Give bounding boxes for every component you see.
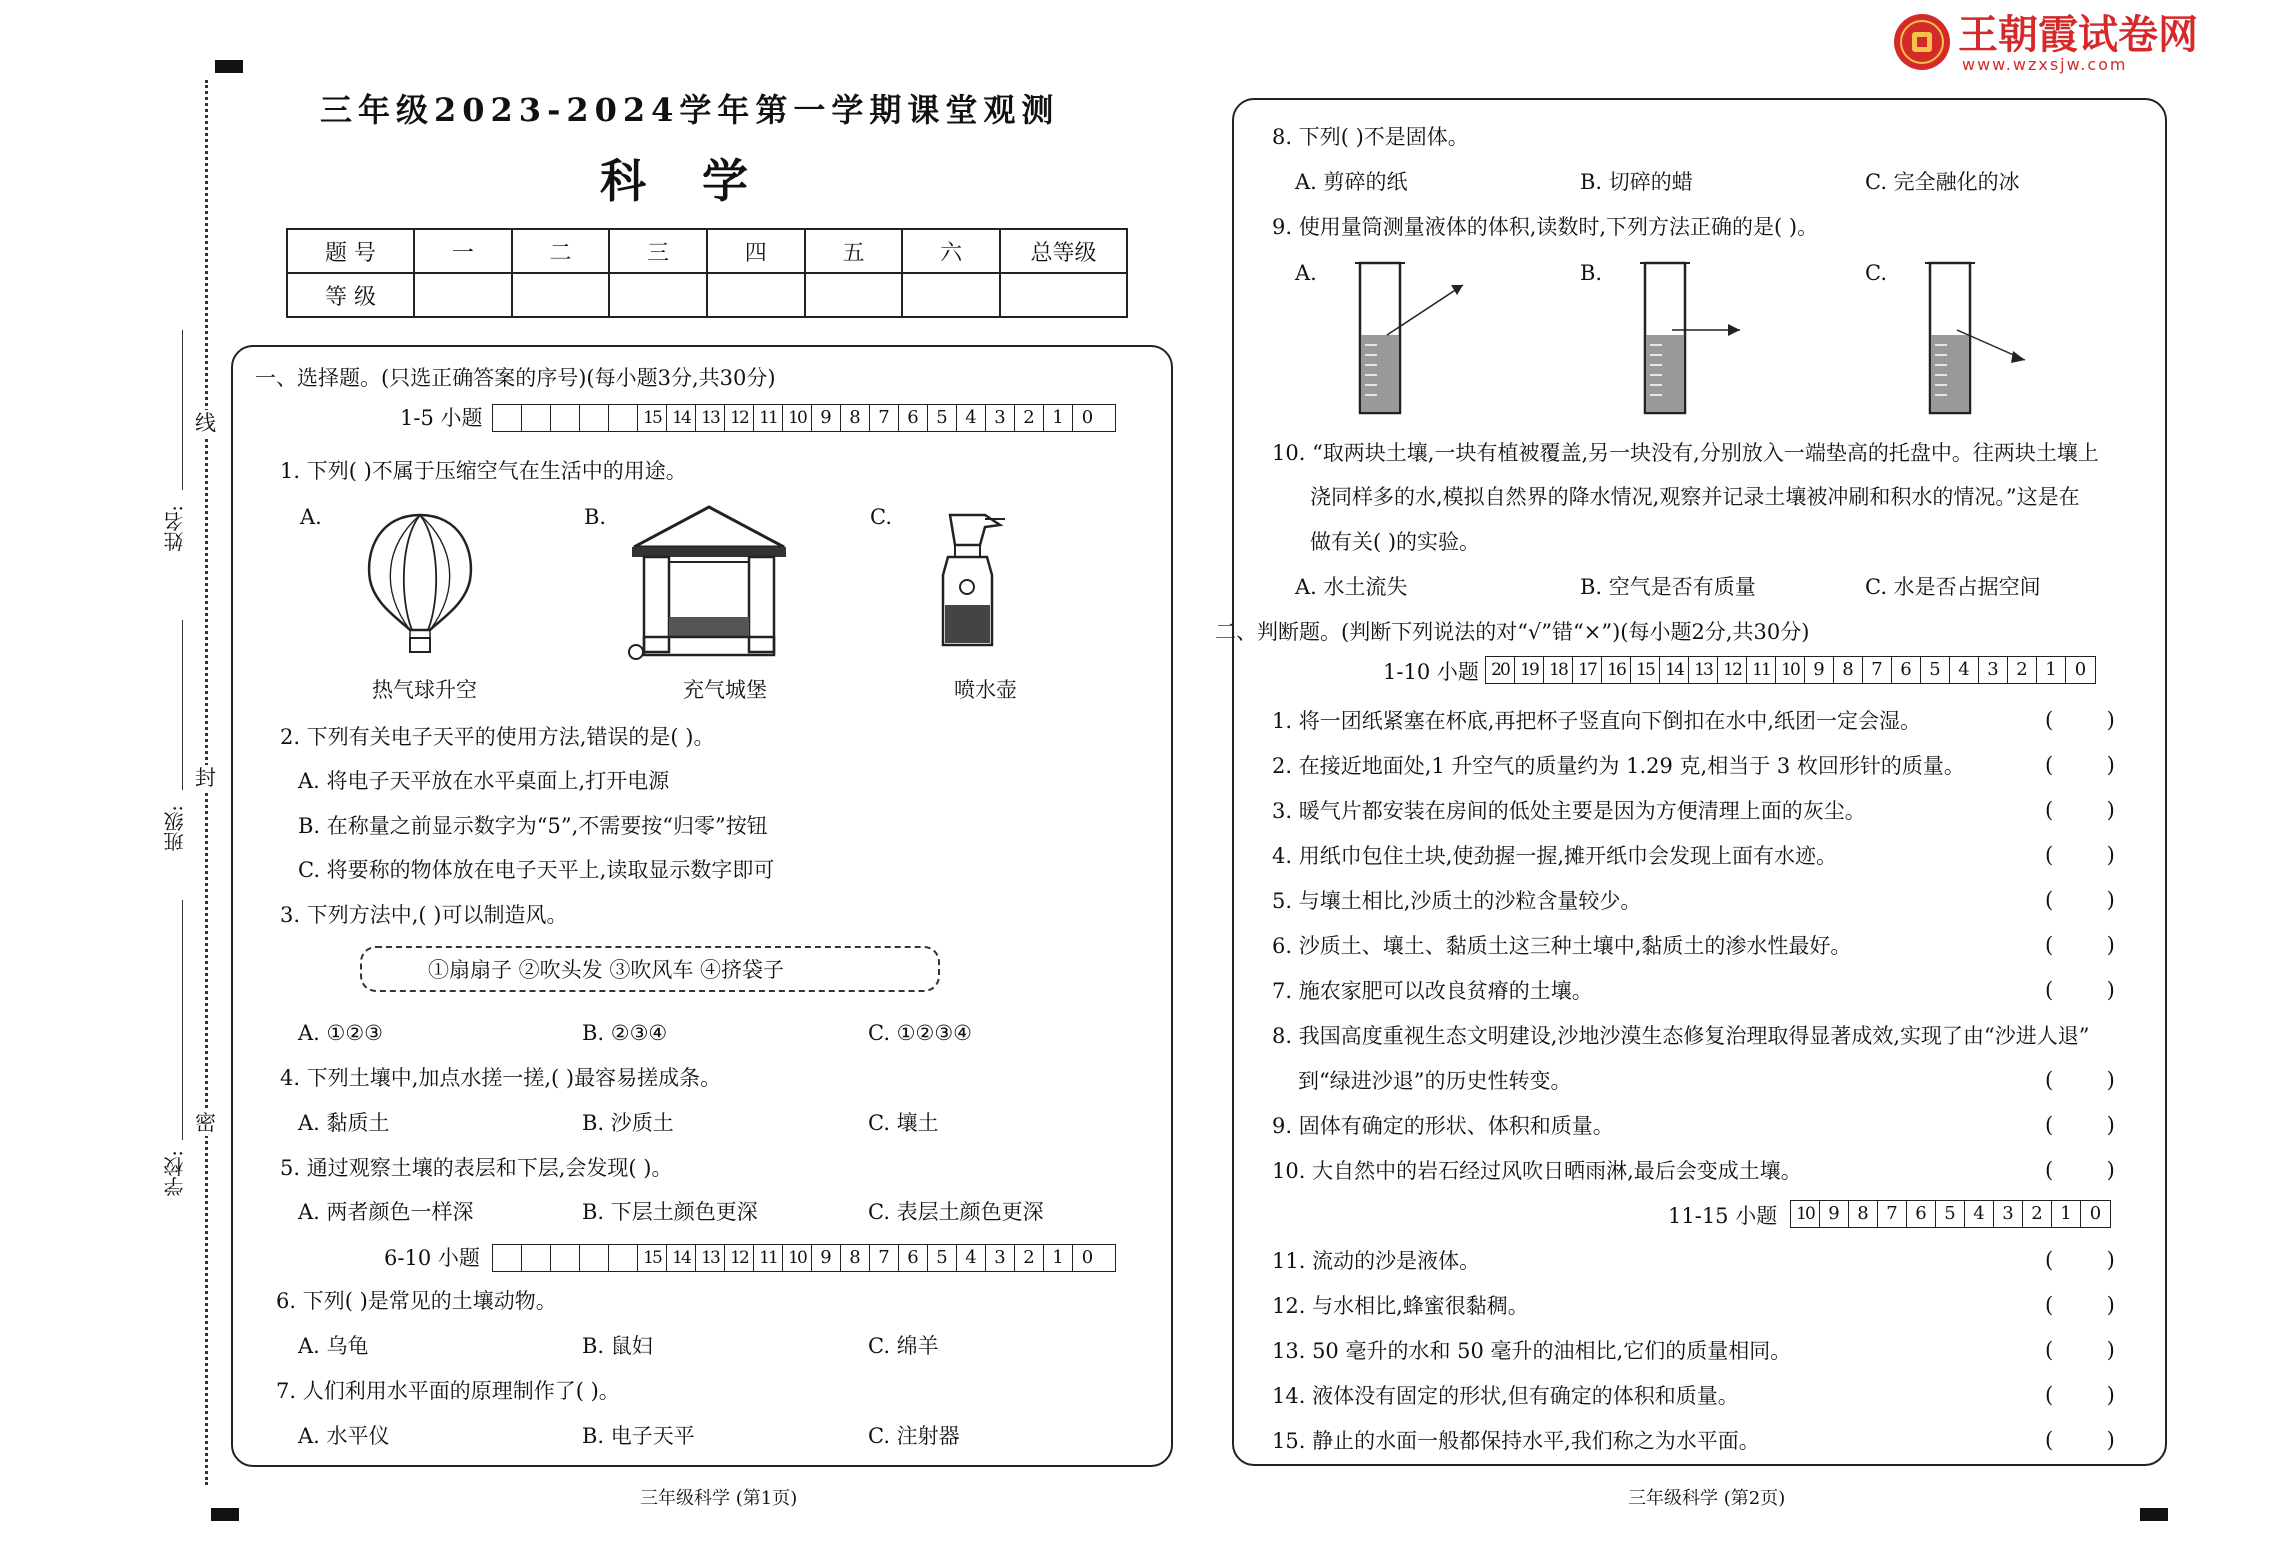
judge-item-3: 3. 暖气片都安装在房间的低处主要是因为方便清理上面的灰尘。: [1272, 799, 1866, 823]
answer-bracket[interactable]: ( ): [2045, 798, 2115, 822]
strip-number[interactable]: 13: [696, 1245, 725, 1271]
q4-option-b[interactable]: B. 沙质土: [582, 1111, 674, 1135]
score-header-cell: 五: [805, 229, 903, 273]
strip-number[interactable]: 15: [1631, 657, 1660, 683]
q1-option-b[interactable]: B.: [584, 505, 607, 529]
judge-item-14: 14. 液体没有固定的形状,但有确定的体积和质量。: [1272, 1384, 1739, 1408]
grade-cell[interactable]: [1000, 273, 1127, 317]
strip-number[interactable]: 10: [783, 405, 812, 431]
strip-number[interactable]: 6: [899, 405, 928, 431]
score-header-cell: 二: [512, 229, 610, 273]
strip-number[interactable]: 5: [928, 1245, 957, 1271]
strip-number[interactable]: 11: [1747, 657, 1776, 683]
q10-option-b[interactable]: B. 空气是否有质量: [1580, 575, 1756, 599]
strip-blank: [551, 1245, 580, 1271]
strip-number[interactable]: 3: [1994, 1201, 2023, 1227]
footer-page1: 三年级科学 (第1页): [640, 1488, 798, 1509]
q1-option-c[interactable]: C.: [870, 505, 892, 529]
grade-cell[interactable]: [414, 273, 512, 317]
strip-blank: [609, 405, 638, 431]
strip-number[interactable]: 20: [1486, 657, 1515, 683]
strip-number[interactable]: 12: [725, 1245, 754, 1271]
q3-stem: 3. 下列方法中,( )可以制造风。: [280, 903, 568, 927]
answer-bracket[interactable]: ( ): [2045, 708, 2115, 732]
strip-number[interactable]: 1: [1044, 405, 1073, 431]
strip-number[interactable]: 6: [899, 1245, 928, 1271]
registration-mark: [215, 60, 243, 73]
q10-line2: 浇同样多的水,模拟自然界的降水情况,观察并记录土壤被冲刷和积水的情况。”这是在: [1310, 485, 2080, 509]
score-header-cell: 总等级: [1000, 229, 1127, 273]
strip-number[interactable]: 1: [1044, 1245, 1073, 1271]
score-header-cell: 题 号: [287, 229, 414, 273]
strip-number[interactable]: 5: [1936, 1201, 1965, 1227]
q2-option-a[interactable]: A. 将电子天平放在水平桌面上,打开电源: [298, 769, 670, 793]
strip-number[interactable]: 6: [1892, 657, 1921, 683]
strip-number[interactable]: 0: [1081, 1247, 1094, 1268]
q5-option-a[interactable]: A. 两者颜色一样深: [298, 1200, 474, 1224]
answer-bracket[interactable]: ( ): [2045, 888, 2115, 912]
q1-stem: 1. 下列( )不属于压缩空气在生活中的用途。: [280, 459, 687, 483]
strip-number[interactable]: 10: [1776, 657, 1805, 683]
judge-item-7: 7. 施农家肥可以改良贫瘠的土壤。: [1272, 979, 1593, 1003]
strip-number[interactable]: 7: [1863, 657, 1892, 683]
q7-stem: 7. 人们利用水平面的原理制作了( )。: [276, 1379, 620, 1403]
strip-number[interactable]: 9: [1805, 657, 1834, 683]
q4-option-a[interactable]: A. 黏质土: [298, 1111, 390, 1135]
watermark-url: www.wzxsjw.com: [1962, 55, 2128, 74]
school-blank[interactable]: [182, 900, 183, 1140]
subject-title: 科 学: [600, 154, 769, 208]
strip-number[interactable]: 10: [1791, 1201, 1820, 1227]
class-label: 班级:: [163, 805, 187, 852]
q3-option-a[interactable]: A. ①②③: [298, 1021, 383, 1045]
strip-number[interactable]: 14: [667, 1245, 696, 1271]
judge-item-11: 11. 流动的沙是液体。: [1272, 1249, 1481, 1273]
section2-strip2-label: 11-15 小题: [1668, 1204, 1778, 1228]
strip-number[interactable]: 2: [2023, 1201, 2052, 1227]
q1-caption-b: 充气城堡: [683, 678, 767, 702]
q9-option-b[interactable]: B.: [1580, 261, 1603, 285]
q10-line3: 做有关( )的实验。: [1310, 530, 1481, 554]
q10-line1: 10. “取两块土壤,一块有植被覆盖,另一块没有,分别放入一端垫高的托盘中。往两块土壤上: [1272, 441, 2099, 465]
score-header-cell: 四: [707, 229, 805, 273]
class-blank[interactable]: [182, 620, 183, 790]
q5-option-c[interactable]: C. 表层土颜色更深: [868, 1200, 1044, 1224]
strip2-label: 6-10 小题: [384, 1246, 480, 1270]
strip-number[interactable]: 3: [986, 1245, 1015, 1271]
q3-option-b[interactable]: B. ②③④: [582, 1021, 668, 1045]
strip-number[interactable]: 7: [870, 405, 899, 431]
school-label: 学校:: [163, 1150, 187, 1197]
watermark-logo: [1892, 12, 2272, 74]
q2-stem: 2. 下列有关电子天平的使用方法,错误的是( )。: [280, 725, 715, 749]
q6-stem: 6. 下列( )是常见的土壤动物。: [276, 1289, 557, 1313]
answer-bracket[interactable]: ( ): [2045, 978, 2115, 1002]
q7-option-b[interactable]: B. 电子天平: [582, 1424, 695, 1448]
strip-number[interactable]: 8: [841, 405, 870, 431]
answer-bracket[interactable]: ( ): [2045, 1113, 2115, 1137]
strip-number[interactable]: 2: [2008, 657, 2037, 683]
q8-option-c[interactable]: C. 完全融化的冰: [1865, 170, 2020, 194]
answer-bracket[interactable]: ( ): [2045, 753, 2115, 777]
score-strip-1: [492, 404, 1116, 432]
strip-number[interactable]: 4: [1965, 1201, 1994, 1227]
seal-char-feng: 封: [195, 766, 216, 790]
answer-bracket[interactable]: ( ): [2045, 1158, 2115, 1182]
score-header-cell: 一: [414, 229, 512, 273]
strip-blank: [493, 1245, 522, 1271]
registration-mark: [211, 1508, 239, 1521]
answer-bracket[interactable]: ( ): [2045, 1248, 2115, 1272]
q3-methods-text: ①扇扇子 ②吹头发 ③吹风车 ④挤袋子: [428, 958, 785, 982]
q4-option-c[interactable]: C. 壤土: [868, 1111, 939, 1135]
q8-option-a[interactable]: A. 剪碎的纸: [1295, 170, 1408, 194]
q7-option-c[interactable]: C. 注射器: [868, 1424, 960, 1448]
strip-number[interactable]: 8: [1849, 1201, 1878, 1227]
judge-item-10: 10. 大自然中的岩石经过风吹日晒雨淋,最后会变成土壤。: [1272, 1159, 1802, 1183]
judge-item-2: 2. 在接近地面处,1 升空气的质量约为 1.29 克,相当于 3 枚回形针的质量。: [1272, 754, 1965, 778]
strip-number[interactable]: 11: [754, 405, 783, 431]
watermark-name: 王朝霞试卷网: [1958, 12, 2198, 58]
strip-number[interactable]: 6: [1907, 1201, 1936, 1227]
strip-number[interactable]: 13: [1689, 657, 1718, 683]
strip-number[interactable]: 3: [1979, 657, 2008, 683]
bouncy-castle-icon: [624, 502, 794, 662]
q7-option-a[interactable]: A. 水平仪: [298, 1424, 390, 1448]
score-strip-2: [492, 1244, 1116, 1272]
strip-blank: [580, 1245, 609, 1271]
judge-item-8-cont: 到“绿进沙退”的历史性转变。: [1298, 1069, 1572, 1093]
q8-stem: 8. 下列( )不是固体。: [1272, 125, 1469, 149]
grade-cell[interactable]: [805, 273, 903, 317]
answer-bracket[interactable]: ( ): [2045, 843, 2115, 867]
q4-stem: 4. 下列土壤中,加点水搓一搓,( )最容易搓成条。: [280, 1066, 722, 1090]
strip-blank: [609, 1245, 638, 1271]
q10-option-c[interactable]: C. 水是否占据空间: [1865, 575, 2041, 599]
strip-number[interactable]: 1: [2037, 657, 2066, 683]
strip-number[interactable]: 2: [1015, 1245, 1044, 1271]
spray-bottle-icon: [930, 505, 1010, 655]
section2-strip-1: [1485, 656, 2096, 684]
name-blank[interactable]: [182, 330, 183, 490]
strip-blank: [522, 405, 551, 431]
judge-item-4: 4. 用纸巾包住土块,使劲握一握,摊开纸巾会发现上面有水迹。: [1272, 844, 1838, 868]
strip-number[interactable]: 15: [638, 405, 667, 431]
q6-option-c[interactable]: C. 绵羊: [868, 1334, 939, 1358]
strip-blank: [493, 405, 522, 431]
strip-blank: [580, 405, 609, 431]
seal-char-mi: 密: [195, 1111, 216, 1135]
section1-header: 一、选择题。(只选正确答案的序号)(每小题3分,共30分): [255, 366, 776, 390]
seal-char-xian: 线: [195, 411, 216, 435]
registration-mark: [2140, 1508, 2168, 1521]
strip-number[interactable]: 3: [986, 405, 1015, 431]
strip-number[interactable]: 8: [841, 1245, 870, 1271]
grade-cell[interactable]: [707, 273, 805, 317]
grade-cell[interactable]: [902, 273, 1000, 317]
answer-bracket[interactable]: ( ): [2045, 933, 2115, 957]
strip-number[interactable]: 1: [2052, 1201, 2081, 1227]
judge-item-13: 13. 50 毫升的水和 50 毫升的油相比,它们的质量相同。: [1272, 1339, 1792, 1363]
q9-option-a[interactable]: A.: [1295, 261, 1317, 285]
strip-number[interactable]: 14: [667, 405, 696, 431]
strip-number[interactable]: 19: [1515, 657, 1544, 683]
exam-title: 三年级2023-2024学年第一学期课堂观测: [320, 91, 1060, 129]
q6-option-b[interactable]: B. 鼠妇: [582, 1334, 653, 1358]
judge-item-1: 1. 将一团纸紧塞在杯底,再把杯子竖直向下倒扣在水中,纸团一定会湿。: [1272, 709, 1922, 733]
q3-option-c[interactable]: C. ①②③④: [868, 1021, 972, 1045]
strip-number[interactable]: 15: [638, 1245, 667, 1271]
q10-option-a[interactable]: A. 水土流失: [1295, 575, 1408, 599]
answer-bracket[interactable]: ( ): [2045, 1293, 2115, 1317]
strip-number[interactable]: 9: [1820, 1201, 1849, 1227]
grade-cell[interactable]: [512, 273, 610, 317]
strip-number[interactable]: 4: [1950, 657, 1979, 683]
judge-item-9: 9. 固体有确定的形状、体积和质量。: [1272, 1114, 1614, 1138]
strip-number[interactable]: 0: [2074, 659, 2087, 680]
strip-number[interactable]: 2: [1015, 405, 1044, 431]
strip-blank: [551, 405, 580, 431]
strip-number[interactable]: 10: [783, 1245, 812, 1271]
answer-bracket[interactable]: ( ): [2045, 1428, 2115, 1452]
score-header-cell: 三: [609, 229, 707, 273]
section2-strip-2: [1790, 1200, 2111, 1228]
strip-number[interactable]: 7: [870, 1245, 899, 1271]
cylinder-read-from-below-icon: [1925, 255, 2045, 420]
answer-bracket[interactable]: ( ): [2045, 1068, 2115, 1092]
judge-item-12: 12. 与水相比,蜂蜜很黏稠。: [1272, 1294, 1529, 1318]
strip-number[interactable]: 18: [1544, 657, 1573, 683]
strip-number[interactable]: 7: [1878, 1201, 1907, 1227]
grade-row-label: 等 级: [287, 273, 414, 317]
q6-option-a[interactable]: A. 乌龟: [298, 1334, 369, 1358]
name-label: 姓名:: [163, 505, 187, 552]
strip-number[interactable]: 5: [928, 405, 957, 431]
strip-number[interactable]: 12: [725, 405, 754, 431]
q2-option-b[interactable]: B. 在称量之前显示数字为“5”,不需要按“归零”按钮: [298, 814, 768, 838]
strip-number[interactable]: 0: [2089, 1203, 2102, 1224]
q9-stem: 9. 使用量筒测量液体的体积,读数时,下列方法正确的是( )。: [1272, 215, 1819, 239]
answer-bracket[interactable]: ( ): [2045, 1383, 2115, 1407]
judge-item-8: 8. 我国高度重视生态文明建设,沙地沙漠生态修复治理取得显著成效,实现了由“沙进人退”: [1272, 1024, 2090, 1048]
q1-caption-c: 喷水壶: [954, 678, 1017, 702]
q5-stem: 5. 通过观察土壤的表层和下层,会发现( )。: [280, 1156, 673, 1180]
cylinder-read-from-above-icon: [1355, 255, 1475, 420]
score-table: [286, 228, 1128, 318]
score-header-cell: 六: [902, 229, 1000, 273]
strip-number[interactable]: 4: [957, 405, 986, 431]
q8-option-b[interactable]: B. 切碎的蜡: [1580, 170, 1693, 194]
strip-blank: [522, 1245, 551, 1271]
hot-air-balloon-icon: [360, 510, 480, 660]
strip-number[interactable]: 14: [1660, 657, 1689, 683]
strip-number[interactable]: 8: [1834, 657, 1863, 683]
strip1-label: 1-5 小题: [400, 406, 483, 430]
strip-number[interactable]: 17: [1573, 657, 1602, 683]
strip-number[interactable]: 9: [812, 1245, 841, 1271]
q9-option-c[interactable]: C.: [1865, 261, 1887, 285]
strip-number[interactable]: 16: [1602, 657, 1631, 683]
footer-page2: 三年级科学 (第2页): [1628, 1488, 1786, 1509]
strip-number[interactable]: 4: [957, 1245, 986, 1271]
q1-caption-a: 热气球升空: [372, 678, 477, 702]
cylinder-read-level-icon: [1640, 255, 1760, 420]
strip-number[interactable]: 13: [696, 405, 725, 431]
judge-item-5: 5. 与壤土相比,沙质土的沙粒含量较少。: [1272, 889, 1642, 913]
q5-option-b[interactable]: B. 下层土颜色更深: [582, 1200, 758, 1224]
strip-number[interactable]: 0: [1081, 407, 1094, 428]
grade-cell[interactable]: [609, 273, 707, 317]
q2-option-c[interactable]: C. 将要称的物体放在电子天平上,读取显示数字即可: [298, 858, 775, 882]
section2-strip1-label: 1-10 小题: [1383, 660, 1479, 684]
judge-item-15: 15. 静止的水面一般都保持水平,我们称之为水平面。: [1272, 1429, 1760, 1453]
strip-number[interactable]: 12: [1718, 657, 1747, 683]
answer-bracket[interactable]: ( ): [2045, 1338, 2115, 1362]
strip-number[interactable]: 11: [754, 1245, 783, 1271]
judge-item-6: 6. 沙质土、壤土、黏质土这三种土壤中,黏质土的渗水性最好。: [1272, 934, 1852, 958]
q1-option-a[interactable]: A.: [300, 505, 322, 529]
strip-number[interactable]: 9: [812, 405, 841, 431]
strip-number[interactable]: 5: [1921, 657, 1950, 683]
seal-icon: [1892, 12, 1952, 72]
section2-header: 二、判断题。(判断下列说法的对“√”错“×”)(每小题2分,共30分): [1215, 620, 1810, 644]
